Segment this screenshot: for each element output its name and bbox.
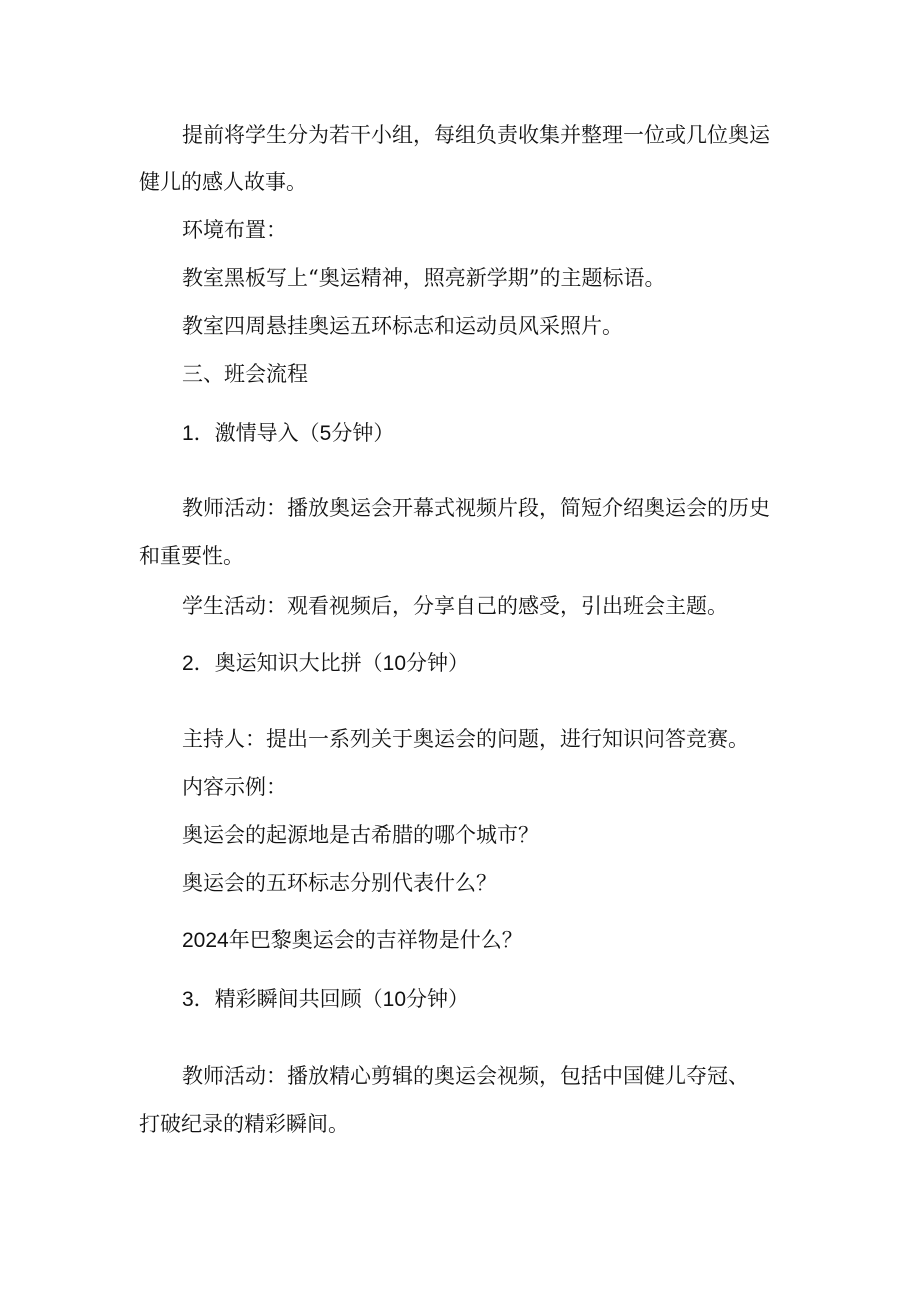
step-1-heading: 1．激情导入（5分钟） [182,422,395,445]
paragraph-preparation-line-1: 提前将学生分为若干小组，每组负责收集并整理一位或几位奥运 [182,123,770,147]
step-1-teacher-line-2: 和重要性。 [139,544,244,568]
step-1-teacher-line-1: 教师活动：播放奥运会开幕式视频片段，简短介绍奥运会的历史 [182,496,770,520]
step-2-examples-label: 内容示例： [182,775,287,799]
step-2-host: 主持人：提出一系列关于奥运会的问题，进行知识问答竞赛。 [182,727,749,751]
section-heading-process: 三、班会流程 [182,362,308,386]
example-question-2: 奥运会的五环标志分别代表什么？ [182,871,497,895]
environment-heading: 环境布置： [182,218,287,242]
environment-item-blackboard: 教室黑板写上“奥运精神，照亮新学期”的主题标语。 [182,266,666,290]
step-2-heading: 2．奥运知识大比拼（10分钟） [182,652,470,675]
step-1-student-activity: 学生活动：观看视频后，分享自己的感受，引出班会主题。 [182,594,728,618]
step-3-teacher-line-2: 打破纪录的精彩瞬间。 [139,1112,349,1136]
example-question-3: 2024年巴黎奥运会的吉祥物是什么？ [182,929,523,952]
paragraph-preparation-line-2: 健儿的感人故事。 [139,170,307,194]
step-3-teacher-line-1: 教师活动：播放精心剪辑的奥运会视频，包括中国健儿夺冠、 [182,1064,749,1088]
environment-item-decoration: 教室四周悬挂奥运五环标志和运动员风采照片。 [182,314,623,338]
example-question-1: 奥运会的起源地是古希腊的哪个城市？ [182,823,539,847]
step-3-heading: 3．精彩瞬间共回顾（10分钟） [182,988,470,1011]
